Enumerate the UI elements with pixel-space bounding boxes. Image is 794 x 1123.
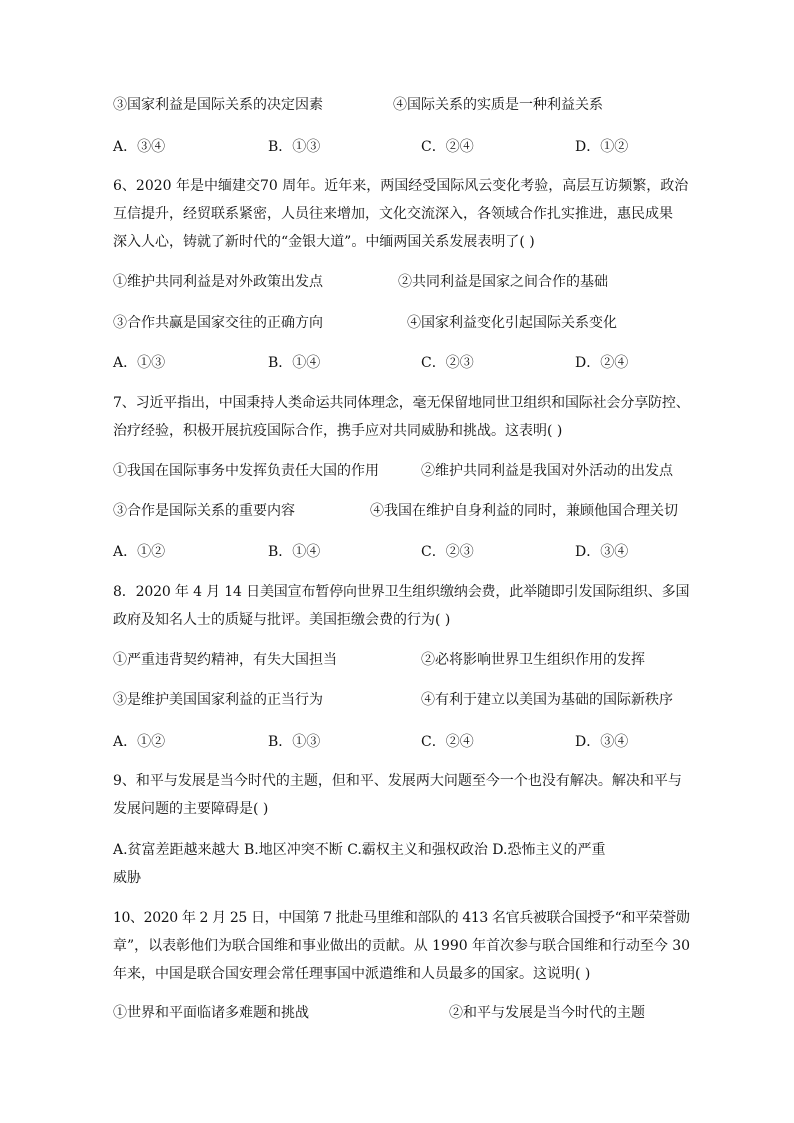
q6-statement-4: ④国家利益变化引起国际关系变化 (407, 315, 617, 331)
q5-statement-4: ④国际关系的实质是一种利益关系 (393, 97, 603, 113)
q7-statement-4: ④我国在维护自身利益的同时，兼顾他国合理关切 (370, 503, 678, 519)
q10-stem-line-1: 10、2020 年 2 月 25 日，中国第 7 批赴马里维和部队的 413 名官兵被联合国授予“和平荣誉勋 (113, 910, 690, 926)
q8-stem-line-2: 政府及知名人士的质疑与批评。美国拒缴会费的行为( ) (113, 612, 451, 628)
q7-stem-line-1: 7、习近平指出，中国秉持人类命运共同体理念，毫无保留地同世卫组织和国际社会分享防控、 (113, 395, 690, 411)
q7-stem-line-2: 治疗经验，积极开展抗疫国际合作，携手应对共同威胁和挑战。这表明( ) (113, 423, 563, 439)
q5-statement-3: ③国家利益是国际关系的决定因素 (113, 97, 323, 113)
q6-option-c[interactable]: C．②③ (421, 355, 474, 371)
q10-stem-line-2: 章”，以表彰他们为联合国维和事业做出的贡献。从 1990 年首次参与联合国维和行动至今 30 (113, 938, 691, 954)
q7-option-c[interactable]: C．②③ (421, 544, 474, 560)
q7-option-a[interactable]: A．①② (113, 544, 166, 560)
q8-statement-3: ③是维护美国国家利益的正当行为 (113, 692, 323, 708)
q8-statement-4: ④有利于建立以美国为基础的国际新秩序 (421, 692, 673, 708)
q7-option-b[interactable]: B．①④ (268, 544, 321, 560)
q5-option-a[interactable]: A．③④ (113, 139, 166, 155)
q10-stem-line-3: 年来，中国是联合国安理会常任理事国中派遣维和人员最多的国家。这说明( ) (113, 966, 591, 982)
q10-statement-1: ①世界和平面临诸多难题和挑战 (113, 1005, 309, 1021)
q8-stem-line-1: 8．2020 年 4 月 14 日美国宣布暂停向世界卫生组织缴纳会费，此举随即引发国际组织、多国 (113, 584, 690, 600)
q8-option-b[interactable]: B．①③ (268, 734, 321, 750)
q10-statement-2: ②和平与发展是当今时代的主题 (449, 1005, 645, 1021)
q9-stem-line-1: 9、和平与发展是当今时代的主题，但和平、发展两大问题至今一个也没有解决。解决和平与 (113, 773, 682, 789)
q6-stem-line-2: 互信提升，经贸联系紧密，人员往来增加，文化交流深入，各领域合作扎实推进，惠民成果 (113, 206, 673, 222)
q6-stem-line-1: 6、2020 年是中缅建交70 周年。近年来，两国经受国际风云变化考验，高层互访频繁，政治 (113, 178, 689, 194)
q5-option-b[interactable]: B．①③ (268, 139, 321, 155)
q7-statement-2: ②维护共同利益是我国对外活动的出发点 (421, 463, 673, 479)
q8-statement-2: ②必将影响世界卫生组织作用的发挥 (421, 652, 645, 668)
q6-option-d[interactable]: D．②④ (575, 355, 629, 371)
q6-option-a[interactable]: A．①③ (113, 355, 166, 371)
q5-option-c[interactable]: C．②④ (421, 139, 474, 155)
q6-stem-line-3: 深入人心，铸就了新时代的“金银大道”。中缅两国关系发展表明了( ) (113, 234, 535, 250)
q6-option-b[interactable]: B．①④ (268, 355, 321, 371)
q6-statement-3: ③合作共赢是国家交往的正确方向 (113, 315, 323, 331)
q8-option-d[interactable]: D．③④ (575, 734, 629, 750)
q8-option-a[interactable]: A．①② (113, 734, 166, 750)
q9-options-line-1[interactable]: A.贫富差距越来越大 B.地区冲突不断 C.霸权主义和强权政治 D.恐怖主义的严重 (113, 842, 606, 858)
q7-statement-1: ①我国在国际事务中发挥负责任大国的作用 (113, 463, 379, 479)
q6-statement-2: ②共同利益是国家之间合作的基础 (398, 274, 608, 290)
q8-statement-1: ①严重违背契约精神，有失大国担当 (113, 652, 337, 668)
q7-option-d[interactable]: D．③④ (575, 544, 629, 560)
q8-option-c[interactable]: C．②④ (421, 734, 474, 750)
q9-options-line-2: 威胁 (113, 870, 141, 886)
q7-statement-3: ③合作是国际关系的重要内容 (113, 503, 295, 519)
q6-statement-1: ①维护共同利益是对外政策出发点 (113, 274, 323, 290)
q9-stem-line-2: 发展问题的主要障碍是( ) (113, 801, 269, 817)
q5-option-d[interactable]: D．①② (575, 139, 629, 155)
